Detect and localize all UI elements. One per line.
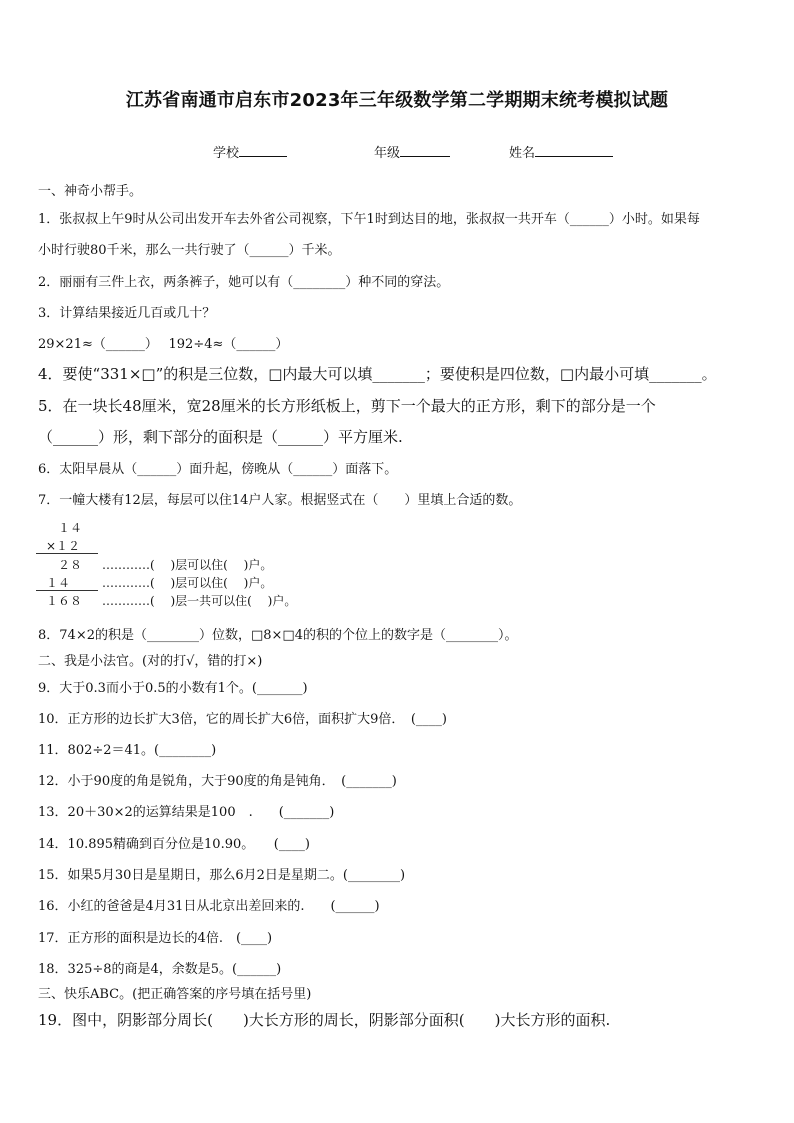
question-17: 17．正方形的面积是边长的4倍. (____) — [38, 931, 273, 946]
school-blank[interactable] — [239, 144, 287, 157]
question-5-line-1: 5．在一块长48厘米，宽28厘米的长方形纸板上，剪下一个最大的正方形，剩下的部分是一个 — [38, 397, 656, 415]
question-9: 9．大于0.3而小于0.5的小数有1个。(_______) — [38, 681, 308, 696]
name-label: 姓名 — [509, 146, 536, 161]
grade-blank[interactable] — [400, 144, 450, 157]
name-field — [509, 142, 613, 161]
section-3-heading: 三、快乐ABC。(把正确答案的序号填在括号里) — [38, 987, 312, 1002]
question-15: 15．如果5月30日是星期日，那么6月2日是星期二。(________) — [38, 868, 406, 883]
school-label: 学校 — [213, 146, 240, 161]
grade-field — [374, 142, 450, 161]
question-10: 10．正方形的边长扩大3倍，它的周长扩大6倍，面积扩大9倍． (____) — [38, 712, 447, 727]
calc-rule-1 — [36, 553, 98, 554]
name-blank[interactable] — [535, 144, 613, 157]
question-5-line-2: （______）形，剩下部分的面积是（______）平方厘米. — [38, 428, 403, 446]
question-12: 12．小于90度的角是锐角，大于90度的角是钝角． (_______) — [38, 774, 397, 789]
school-field — [213, 142, 287, 161]
calc-rule-2 — [36, 590, 98, 591]
question-1-line-2: 小时行驶80千米，那么一共行驶了（______）千米。 — [38, 243, 341, 258]
question-8: 8．74×2的积是（________）位数，□8×□4的积的个位上的数字是（________）。 — [38, 628, 518, 643]
grade-label: 年级 — [374, 146, 401, 161]
question-13: 13．20＋30×2的运算结果是100 . (_______) — [38, 805, 335, 820]
section-2-heading: 二、我是小法官。(对的打√，错的打×) — [38, 654, 263, 669]
question-2: 2．丽丽有三件上衣，两条裤子，她可以有（________）种不同的穿法。 — [38, 275, 450, 290]
calc-row-5: １６８ — [46, 594, 83, 608]
question-16: 16．小红的爸爸是4月31日从北京出差回来的. (______) — [38, 899, 380, 914]
question-3-items: 29×21≈（______） 192÷4≈（______） — [38, 337, 289, 352]
question-1-line-1: 1．张叔叔上午9时从公司出发开车去外省公司视察，下午1时到达目的地，张叔叔一共开车（______）小时。如果每 — [38, 212, 700, 227]
question-14: 14．10.895精确到百分位是10.90。 (____) — [38, 837, 310, 852]
calc-row-3: ２８ — [58, 558, 83, 572]
question-19: 19．图中，阴影部分周长( )大长方形的周长，阴影部分面积( )大长方形的面积. — [38, 1011, 611, 1029]
calc-row-2: ×１２ — [46, 539, 81, 553]
question-6: 6．太阳早晨从（______）面升起，傍晚从（______）面落下。 — [38, 462, 398, 477]
calc-row-1: １４ — [58, 521, 83, 535]
question-18: 18．325÷8的商是4，余数是5。(______) — [38, 962, 282, 977]
question-11: 11．802÷2＝41。(________) — [38, 743, 217, 758]
question-4: 4．要使“331×□”的积是三位数，□内最大可以填_______；要使积是四位数，□内最小可填_______。 — [38, 365, 717, 383]
calc-row-4-text: …………( )层可以住( )户。 — [102, 576, 273, 590]
page-title: 江苏省南通市启东市2023年三年级数学第二学期期末统考模拟试题 — [125, 90, 669, 111]
question-7: 7．一幢大楼有12层，每层可以住14户人家。根据竖式在（ ）里填上合适的数。 — [38, 493, 522, 508]
calc-row-5-text: …………( )层一共可以住( )户。 — [102, 594, 297, 608]
calc-row-3-text: …………( )层可以住( )户。 — [102, 558, 273, 572]
calc-row-4: １４ — [46, 576, 71, 590]
question-3: 3．计算结果接近几百或几十？ — [38, 306, 216, 321]
section-1-heading: 一、神奇小帮手。 — [38, 184, 143, 199]
